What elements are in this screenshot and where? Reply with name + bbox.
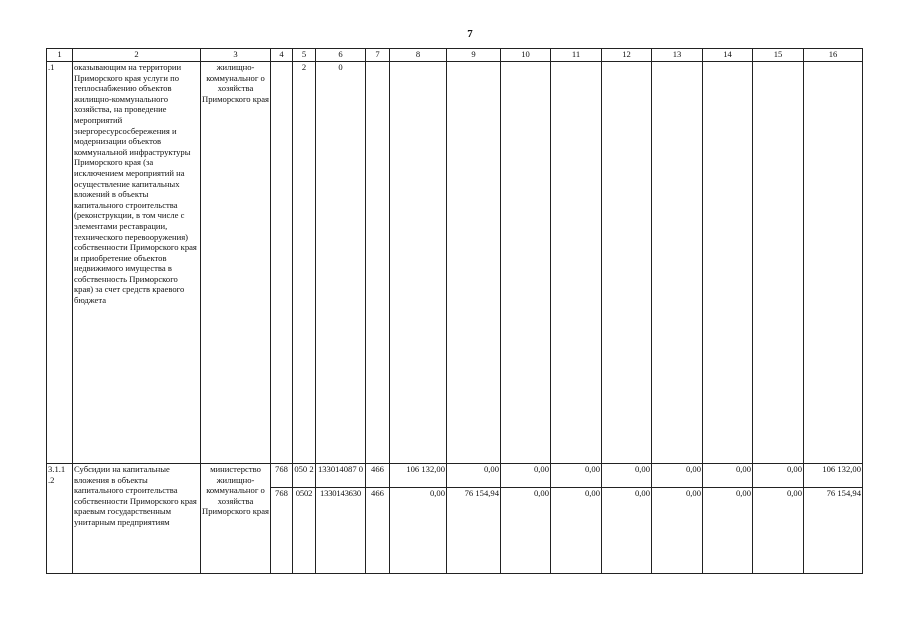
value-cell: 0,00	[652, 488, 703, 574]
value-cell: 106 132,00	[804, 464, 863, 488]
row-code-csr: 1330143630	[316, 488, 366, 574]
row-responsible: министерство жилищно-коммунальног о хозяйства Приморского края	[201, 464, 271, 574]
row-responsible: жилищно-коммунальног о хозяйства Приморского края	[201, 62, 271, 464]
value-cell: 0,00	[703, 488, 753, 574]
header-cell: 12	[602, 49, 652, 62]
header-row	[47, 49, 863, 62]
table-row-sub1	[47, 464, 863, 488]
value-cell	[652, 62, 703, 464]
value-cell	[804, 62, 863, 464]
value-cell: 76 154,94	[804, 488, 863, 574]
table-row-continued	[47, 62, 863, 464]
header-cell: 13	[652, 49, 703, 62]
value-cell: 0,00	[390, 488, 447, 574]
header-cell: 16	[804, 49, 863, 62]
row-number: .1	[47, 62, 73, 464]
value-cell: 0,00	[551, 488, 602, 574]
row-code-rzpr: 2	[293, 62, 316, 464]
header-cell: 15	[753, 49, 804, 62]
row-code-csr: 133014087 0	[316, 464, 366, 488]
header-cell: 11	[551, 49, 602, 62]
value-cell	[703, 62, 753, 464]
value-cell: 76 154,94	[447, 488, 501, 574]
header-cell: 14	[703, 49, 753, 62]
row-code-grbs: 768	[271, 488, 293, 574]
value-cell	[551, 62, 602, 464]
row-number: 3.1.1 .2	[47, 464, 73, 574]
value-cell: 0,00	[447, 464, 501, 488]
value-cell: 0,00	[753, 464, 804, 488]
header-cell: 10	[501, 49, 551, 62]
value-cell: 0,00	[602, 488, 652, 574]
value-cell: 0,00	[501, 488, 551, 574]
header-cell: 4	[271, 49, 293, 62]
header-cell: 1	[47, 49, 73, 62]
row-code-vr	[366, 62, 390, 464]
header-cell: 7	[366, 49, 390, 62]
row-code-grbs: 768	[271, 464, 293, 488]
value-cell	[501, 62, 551, 464]
row-code-rzpr: 050 2	[293, 464, 316, 488]
row-description: оказывающим на территории Приморского края услуги по теплоснабжению объектов жилищно-коммунального хозяйства, на проведение мероприятий энергоресурсосбережения и модернизации объектов коммунальной инфраструктуры Приморского края (за исключением мероприятий на осуществление капитальных вложений в объекты капитального строительства (реконструкции, в том числе с элементами реставрации, технического перевооружения) собственности Приморского края и приобретение объектов недвижимого имущества в собственность Приморского края) за счет средств краевого бюджета	[73, 62, 201, 464]
page-number: 7	[467, 28, 473, 40]
value-cell: 0,00	[501, 464, 551, 488]
row-code-vr: 466	[366, 464, 390, 488]
value-cell: 0,00	[753, 488, 804, 574]
value-cell: 106 132,00	[390, 464, 447, 488]
header-cell: 5	[293, 49, 316, 62]
value-cell	[447, 62, 501, 464]
header-cell: 2	[73, 49, 201, 62]
header-cell: 3	[201, 49, 271, 62]
value-cell: 0,00	[652, 464, 703, 488]
header-cell: 8	[390, 49, 447, 62]
header-cell: 6	[316, 49, 366, 62]
value-cell	[390, 62, 447, 464]
value-cell	[753, 62, 804, 464]
row-code-csr: 0	[316, 62, 366, 464]
header-cell: 9	[447, 49, 501, 62]
row-code-grbs	[271, 62, 293, 464]
row-code-rzpr: 0502	[293, 488, 316, 574]
value-cell	[602, 62, 652, 464]
value-cell: 0,00	[602, 464, 652, 488]
value-cell: 0,00	[703, 464, 753, 488]
row-description: Субсидии на капитальные вложения в объекты капитального строительства собственности Приморского края краевым государственным унитарным предприятиям	[73, 464, 201, 574]
value-cell: 0,00	[551, 464, 602, 488]
budget-table	[46, 48, 863, 574]
row-code-vr: 466	[366, 488, 390, 574]
